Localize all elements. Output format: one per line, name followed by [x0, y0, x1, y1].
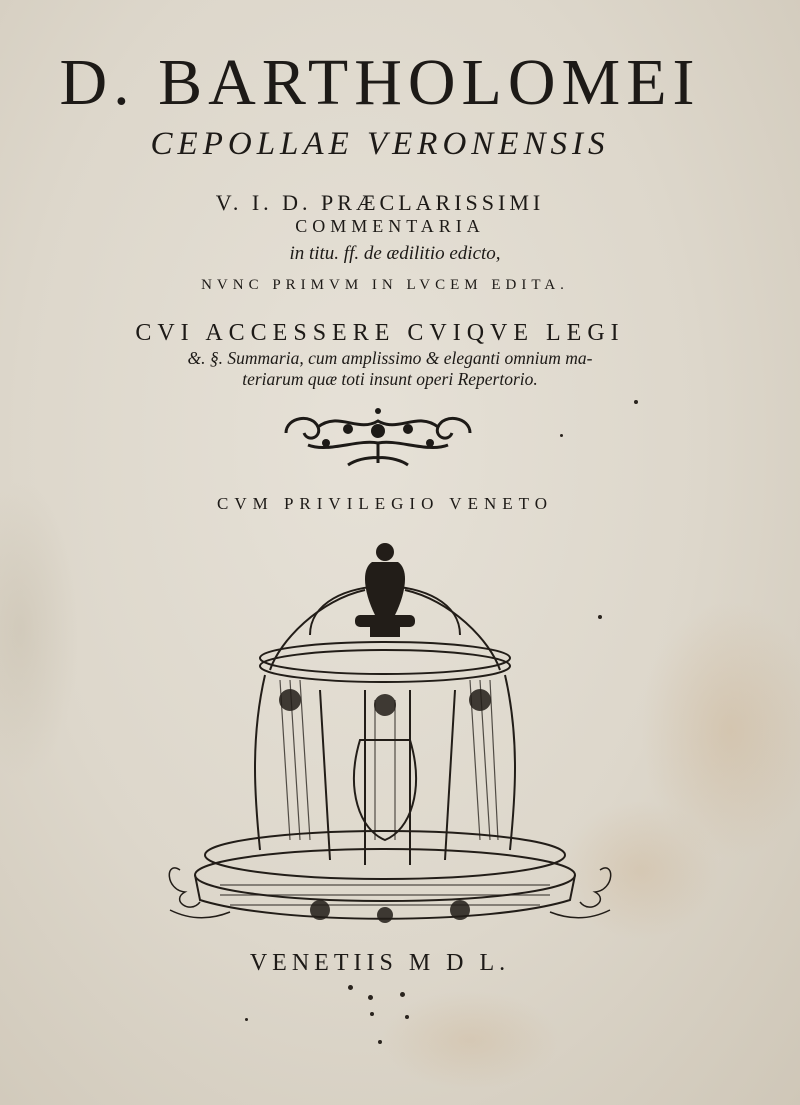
ink-speck [560, 434, 563, 437]
summaria-line-1: &. §. Summaria, cum amplissimo & eleganti omnium ma- [187, 348, 593, 368]
main-title: D. BARTHOLOMEI [59, 46, 701, 119]
imprint-line: VENETIIS M D L. [249, 950, 511, 976]
fountain-woodcut [160, 540, 620, 940]
ink-speck [634, 400, 638, 404]
author-line: CEPOLLAE VERONENSIS [150, 126, 610, 162]
nunc-primum-line: NVNC PRIMVM IN LVCEM EDITA. [201, 277, 569, 293]
titulus-line: in titu. ff. de ædilitio edicto, [289, 243, 501, 264]
ink-speck [405, 1015, 409, 1019]
paper-stain [0, 480, 80, 780]
privilegio-line: CVM PRIVILEGIO VENETO [217, 494, 553, 513]
degree-line: V. I. D. PRÆCLARISSIMI [215, 190, 545, 215]
ink-speck [368, 995, 373, 1000]
commentaria-line: COMMENTARIA [295, 216, 485, 236]
ink-speck [378, 1040, 382, 1044]
ink-speck [370, 1012, 374, 1016]
ink-speck [348, 985, 353, 990]
cui-accessere-line: CVI ACCESSERE CVIQVE LEGI [135, 320, 625, 346]
printer-fleuron-icon [278, 403, 478, 469]
summaria-line-2: teriarum quæ toti insunt operi Repertorio. [242, 369, 538, 389]
ink-speck [245, 1018, 248, 1021]
ink-speck [598, 615, 602, 619]
ink-speck [400, 992, 405, 997]
paper-stain [640, 600, 800, 860]
paper-stain [380, 990, 560, 1090]
